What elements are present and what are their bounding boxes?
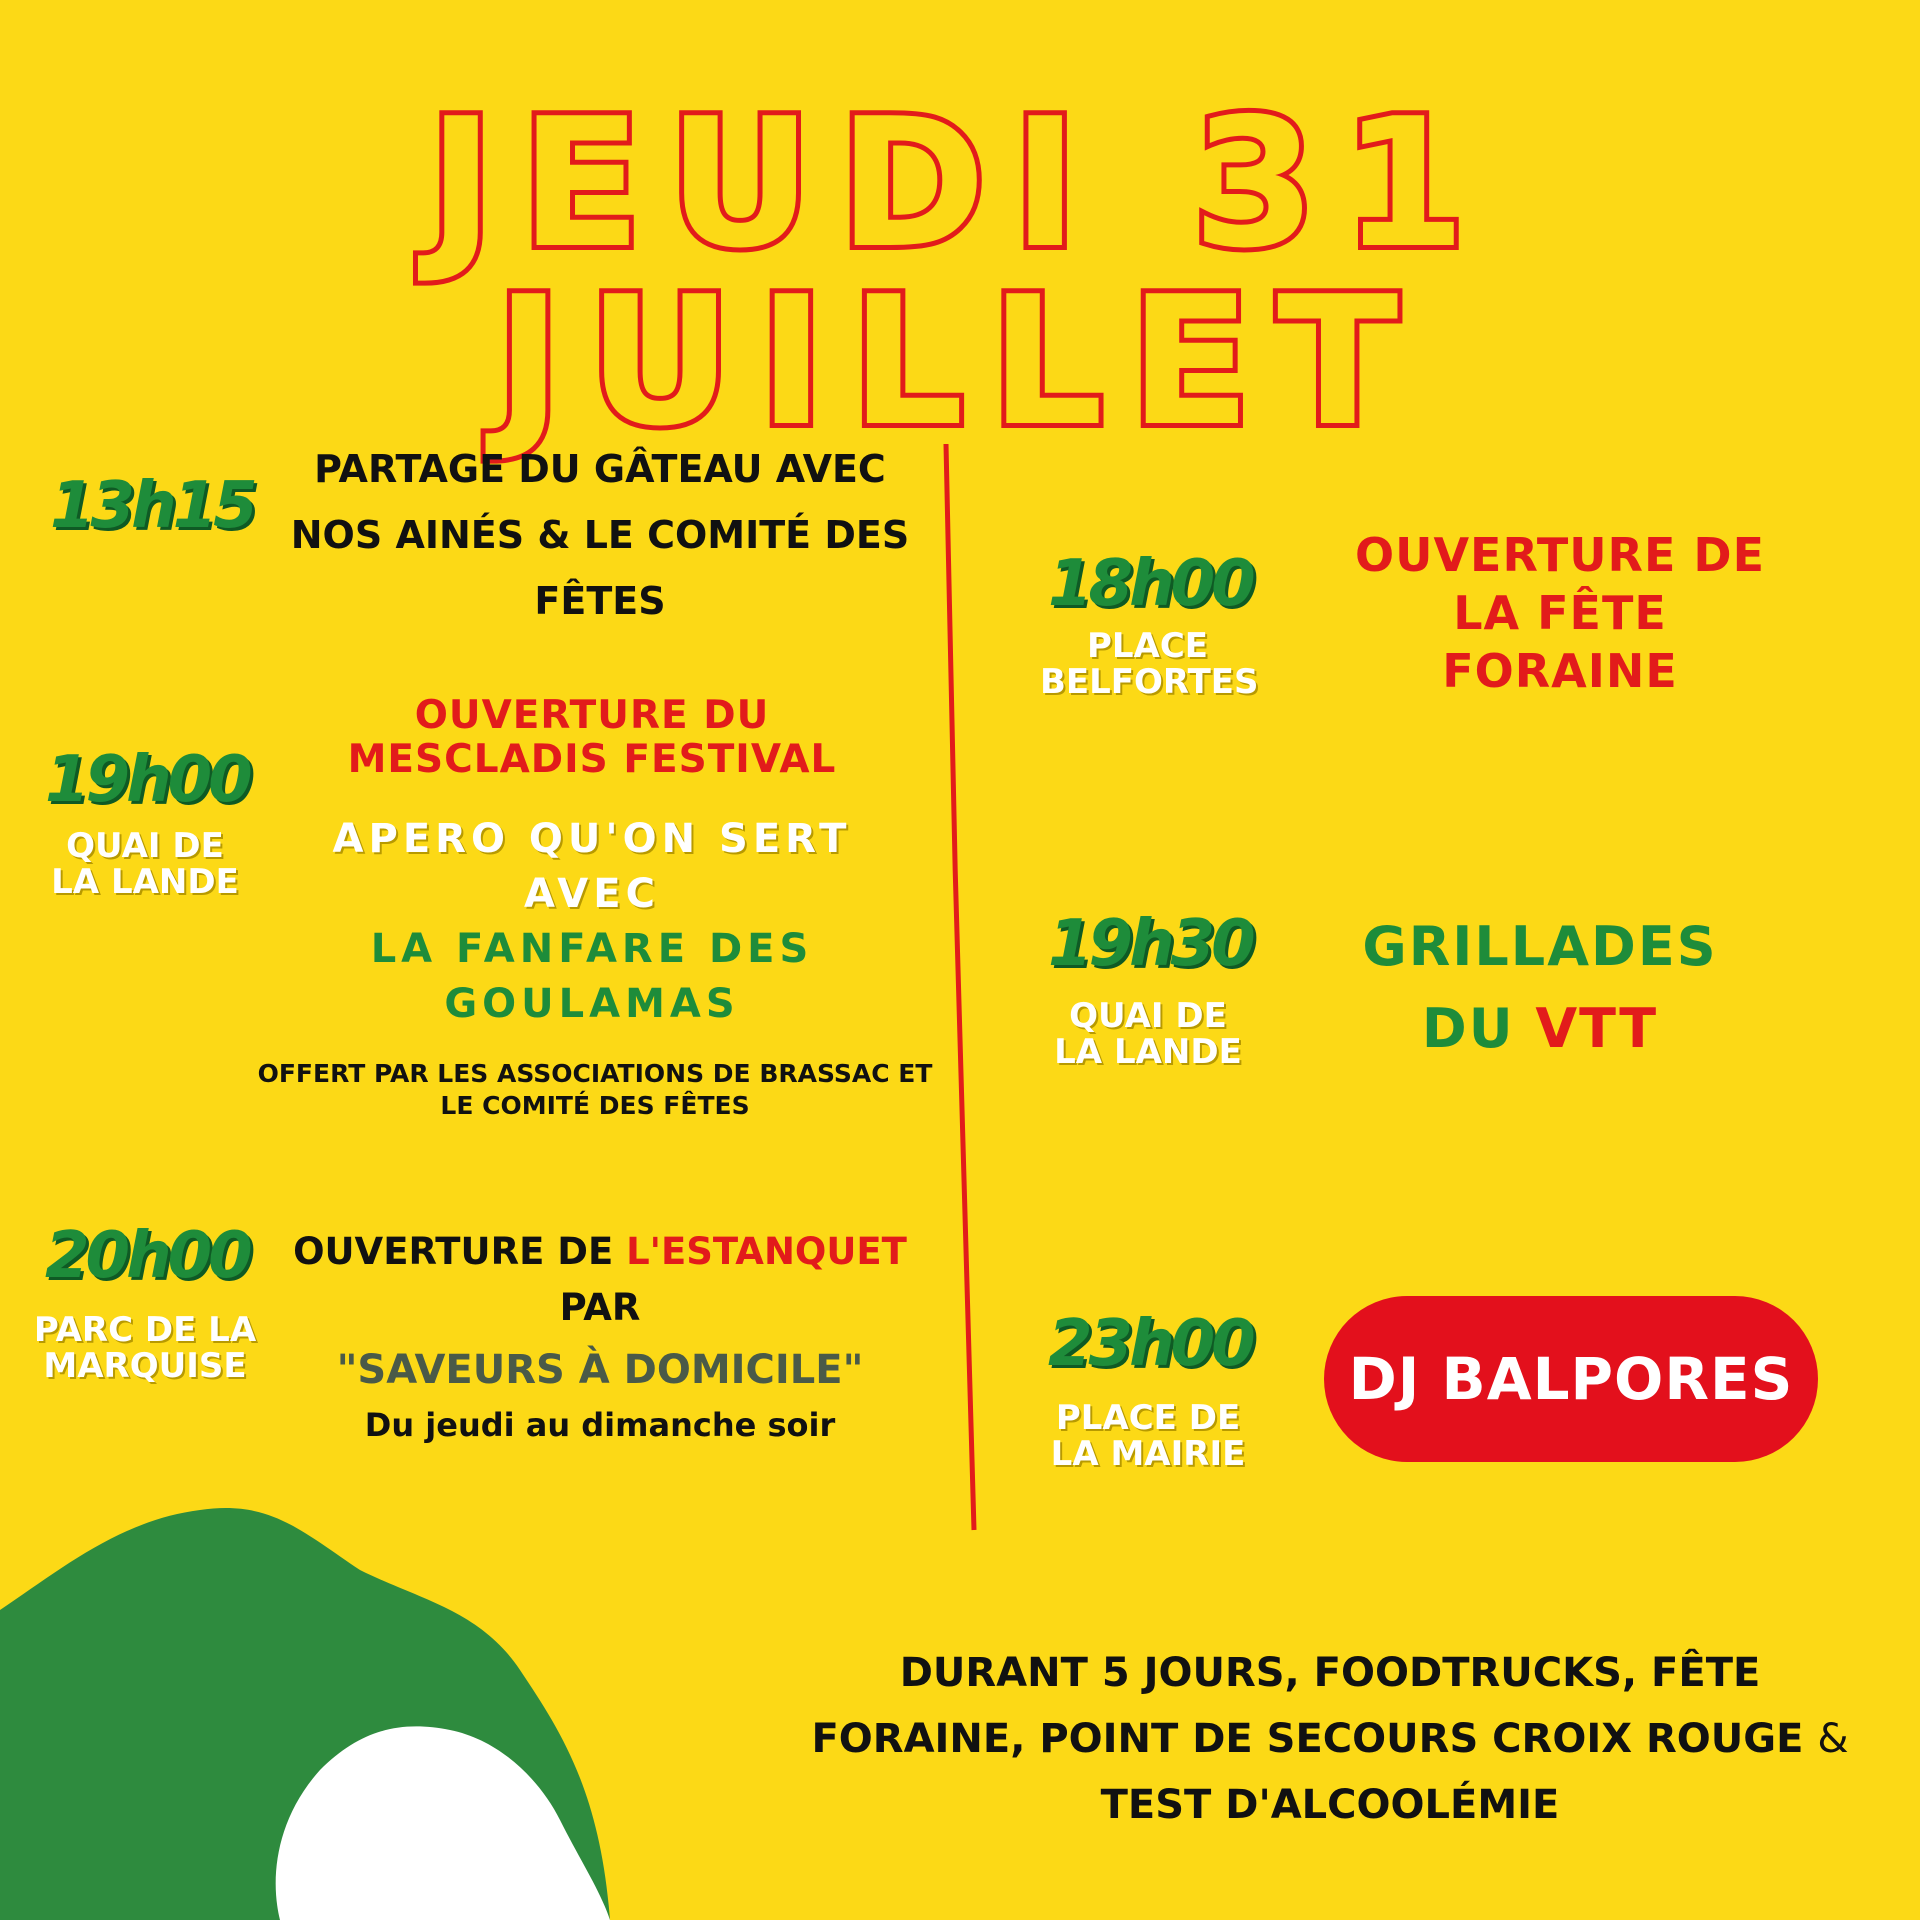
note-line: LE COMITÉ DES FÊTES bbox=[440, 1091, 750, 1120]
place-line: LA LANDE bbox=[1054, 1032, 1242, 1072]
event-line: FÊTES bbox=[534, 579, 666, 623]
grillades-line: GRILLADES bbox=[1362, 915, 1718, 978]
offer-note bbox=[250, 1058, 940, 1122]
estanquet-name: L'ESTANQUET bbox=[626, 1230, 907, 1273]
place-line: LA MAIRIE bbox=[1050, 1434, 1246, 1474]
heading-line: OUVERTURE DE bbox=[1354, 528, 1766, 582]
text-span: OUVERTURE DE bbox=[293, 1230, 627, 1273]
text-span: DU bbox=[1421, 997, 1536, 1060]
page-title: JEUDI 31 JUILLET bbox=[427, 80, 1493, 465]
event-place bbox=[1040, 626, 1259, 702]
event-description bbox=[290, 436, 910, 634]
event-place bbox=[1048, 998, 1248, 1070]
place-line: MARQUISE bbox=[43, 1346, 247, 1386]
event-time: 19h00 bbox=[45, 743, 249, 817]
heading-line: FORAINE bbox=[1442, 644, 1678, 698]
heading-line: LA FÊTE bbox=[1453, 586, 1667, 640]
event-place bbox=[30, 1312, 260, 1384]
apero-line: APERO QU'ON SERT bbox=[332, 816, 852, 862]
fete-foraine-heading bbox=[1300, 526, 1820, 700]
event-place bbox=[45, 828, 245, 900]
footer-line bbox=[790, 1706, 1870, 1772]
event-place bbox=[1048, 1400, 1248, 1472]
footer-line: DURANT 5 JOURS, FOODTRUCKS, FÊTE bbox=[899, 1650, 1761, 1696]
place-line: QUAI DE bbox=[1069, 996, 1227, 1036]
estanquet-block bbox=[290, 1224, 910, 1452]
decorative-blob bbox=[0, 1490, 620, 1920]
grillades-block bbox=[1300, 906, 1780, 1070]
heading-line: OUVERTURE DU bbox=[414, 693, 770, 738]
event-line: NOS AINÉS & LE COMITÉ DES bbox=[290, 513, 910, 557]
ampersand: & bbox=[1817, 1716, 1849, 1762]
estanquet-line bbox=[290, 1224, 910, 1280]
place-line: QUAI DE bbox=[66, 826, 224, 866]
place-line: PLACE bbox=[1086, 626, 1209, 666]
schedule-note: Du jeudi au dimanche soir bbox=[364, 1406, 836, 1444]
event-time: 20h00 bbox=[45, 1219, 249, 1293]
event-line: PARTAGE DU GÂTEAU AVEC bbox=[314, 447, 886, 491]
apero-block bbox=[272, 812, 912, 1032]
fanfare-line: GOULAMAS bbox=[444, 981, 740, 1027]
heading-line: MESCLADIS FESTIVAL bbox=[347, 737, 837, 782]
text-span: FORAINE, POINT DE SECOURS CROIX ROUGE bbox=[811, 1716, 1818, 1762]
vtt-label: VTT bbox=[1535, 997, 1659, 1060]
estanquet-line: PAR bbox=[559, 1286, 641, 1329]
dj-button[interactable]: DJ BALPORES bbox=[1324, 1296, 1818, 1462]
apero-line: AVEC bbox=[524, 871, 660, 917]
place-line: LA LANDE bbox=[51, 862, 239, 902]
footer-note bbox=[790, 1640, 1870, 1838]
footer-line: TEST D'ALCOOLÉMIE bbox=[1100, 1782, 1560, 1828]
note-line: OFFERT PAR LES ASSOCIATIONS DE BRASSAC ET bbox=[257, 1059, 933, 1088]
place-line: PLACE DE bbox=[1055, 1398, 1241, 1438]
grillades-line bbox=[1300, 988, 1780, 1070]
event-time: 23h00 bbox=[1048, 1307, 1252, 1381]
fanfare-line: LA FANFARE DES bbox=[370, 926, 814, 972]
festival-heading bbox=[272, 694, 912, 782]
place-line: BELFORTES bbox=[1040, 662, 1259, 702]
event-time: 19h30 bbox=[1048, 907, 1252, 981]
event-time: 13h15 bbox=[50, 469, 254, 543]
place-line: PARC DE LA bbox=[33, 1310, 257, 1350]
caterer-name: "SAVEURS À DOMICILE" bbox=[336, 1347, 864, 1393]
event-time: 18h00 bbox=[1048, 547, 1252, 621]
